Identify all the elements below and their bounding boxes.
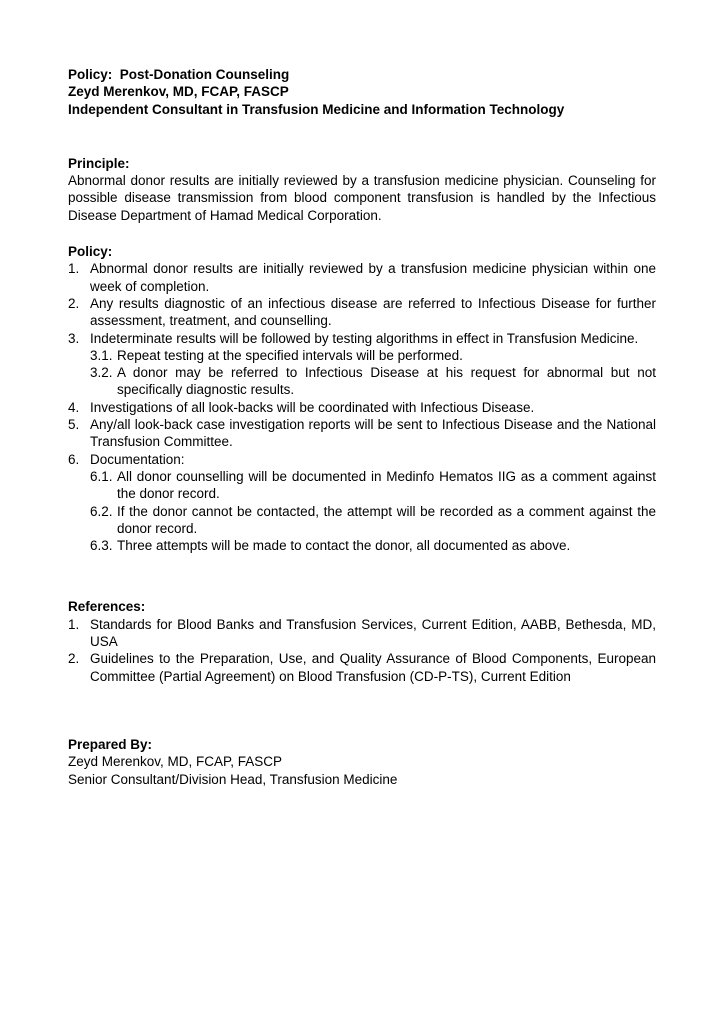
subitem-text: Repeat testing at the specified intervals will be performed. xyxy=(117,347,463,363)
item-number: 3. xyxy=(68,330,80,346)
subitem-number: 3.2. xyxy=(90,365,113,381)
policy-item xyxy=(68,260,656,295)
principle-heading: Principle: xyxy=(68,155,130,171)
item-number: 2. xyxy=(68,295,80,311)
document-author: Zeyd Merenkov, MD, FCAP, FASCP xyxy=(68,84,289,100)
item-text: Documentation: xyxy=(90,451,185,467)
subitem-text: If the donor cannot be contacted, the attempt will be recorded as a comment against the donor record. xyxy=(117,503,656,536)
document-title: Policy: Post-Donation Counseling xyxy=(68,67,290,82)
principle-body: Abnormal donor results are initially reviewed by a transfusion medicine physician. Counseling for possible disease transmission from blood component transfusion is handled by the Infectious Disease Department of Hamad Medical Corporation. xyxy=(68,173,656,223)
policy-subitem xyxy=(90,468,656,503)
policy-item xyxy=(68,399,656,416)
item-text: Any results diagnostic of an infectious disease are referred to Infectious Disease for further assessment, treatment, and counselling. xyxy=(90,295,656,329)
item-text: Abnormal donor results are initially reviewed by a transfusion medicine physician within one week of completion. xyxy=(90,261,656,294)
subitem-number: 3.1. xyxy=(90,347,113,363)
reference-item xyxy=(68,650,656,685)
policy-item xyxy=(68,330,656,347)
policy-item xyxy=(68,416,656,451)
prepared-by-name: Zeyd Merenkov, MD, FCAP, FASCP xyxy=(68,754,283,770)
subitem-number: 6.3. xyxy=(90,538,113,554)
prepared-by-section xyxy=(68,736,656,788)
policy-heading: Policy: xyxy=(68,244,113,260)
document-header xyxy=(68,66,656,118)
policy-section xyxy=(68,243,656,554)
document-author-role: Independent Consultant in Transfusion Medicine and Information Technology xyxy=(68,101,565,117)
policy-item xyxy=(68,451,656,468)
subitem-text: Three attempts will be made to contact the donor, all documented as above. xyxy=(117,538,571,554)
references-section xyxy=(68,598,656,684)
prepared-by-heading: Prepared By: xyxy=(68,736,153,752)
item-number: 2. xyxy=(68,651,80,667)
item-text: Indeterminate results will be followed by testing algorithms in effect in Transfusion Medicine. xyxy=(90,330,639,346)
policy-subitem xyxy=(90,364,656,399)
subitem-text: A donor may be referred to Infectious Disease at his request for abnormal but not specifically diagnostic results. xyxy=(117,365,656,398)
prepared-by-role: Senior Consultant/Division Head, Transfusion Medicine xyxy=(68,771,398,787)
reference-item xyxy=(68,616,656,651)
item-number: 1. xyxy=(68,261,80,277)
item-number: 5. xyxy=(68,417,80,433)
policy-subitem xyxy=(90,503,656,538)
policy-item xyxy=(68,295,656,330)
item-text: Investigations of all look-backs will be coordinated with Infectious Disease. xyxy=(90,399,535,415)
policy-subitem xyxy=(90,537,656,554)
item-text: Any/all look-back case investigation reports will be sent to Infectious Disease and the National Transfusion Committee. xyxy=(90,417,656,450)
principle-section xyxy=(68,155,656,224)
subitem-text: All donor counselling will be documented in Medinfo Hematos IIG as a comment against the donor record. xyxy=(117,468,656,502)
item-text: Standards for Blood Banks and Transfusion Services, Current Edition, AABB, Bethesda, MD, USA xyxy=(90,616,656,650)
references-heading: References: xyxy=(68,599,146,615)
policy-subitem xyxy=(90,347,656,364)
item-number: 6. xyxy=(68,451,80,467)
item-number: 1. xyxy=(68,616,80,632)
subitem-number: 6.1. xyxy=(90,468,113,484)
item-text: Guidelines to the Preparation, Use, and Quality Assurance of Blood Components, European Committee (Partial Agreement) on Blood Transfusion (CD-P-TS), Current Edition xyxy=(90,651,656,684)
item-number: 4. xyxy=(68,399,80,415)
subitem-number: 6.2. xyxy=(90,503,113,519)
